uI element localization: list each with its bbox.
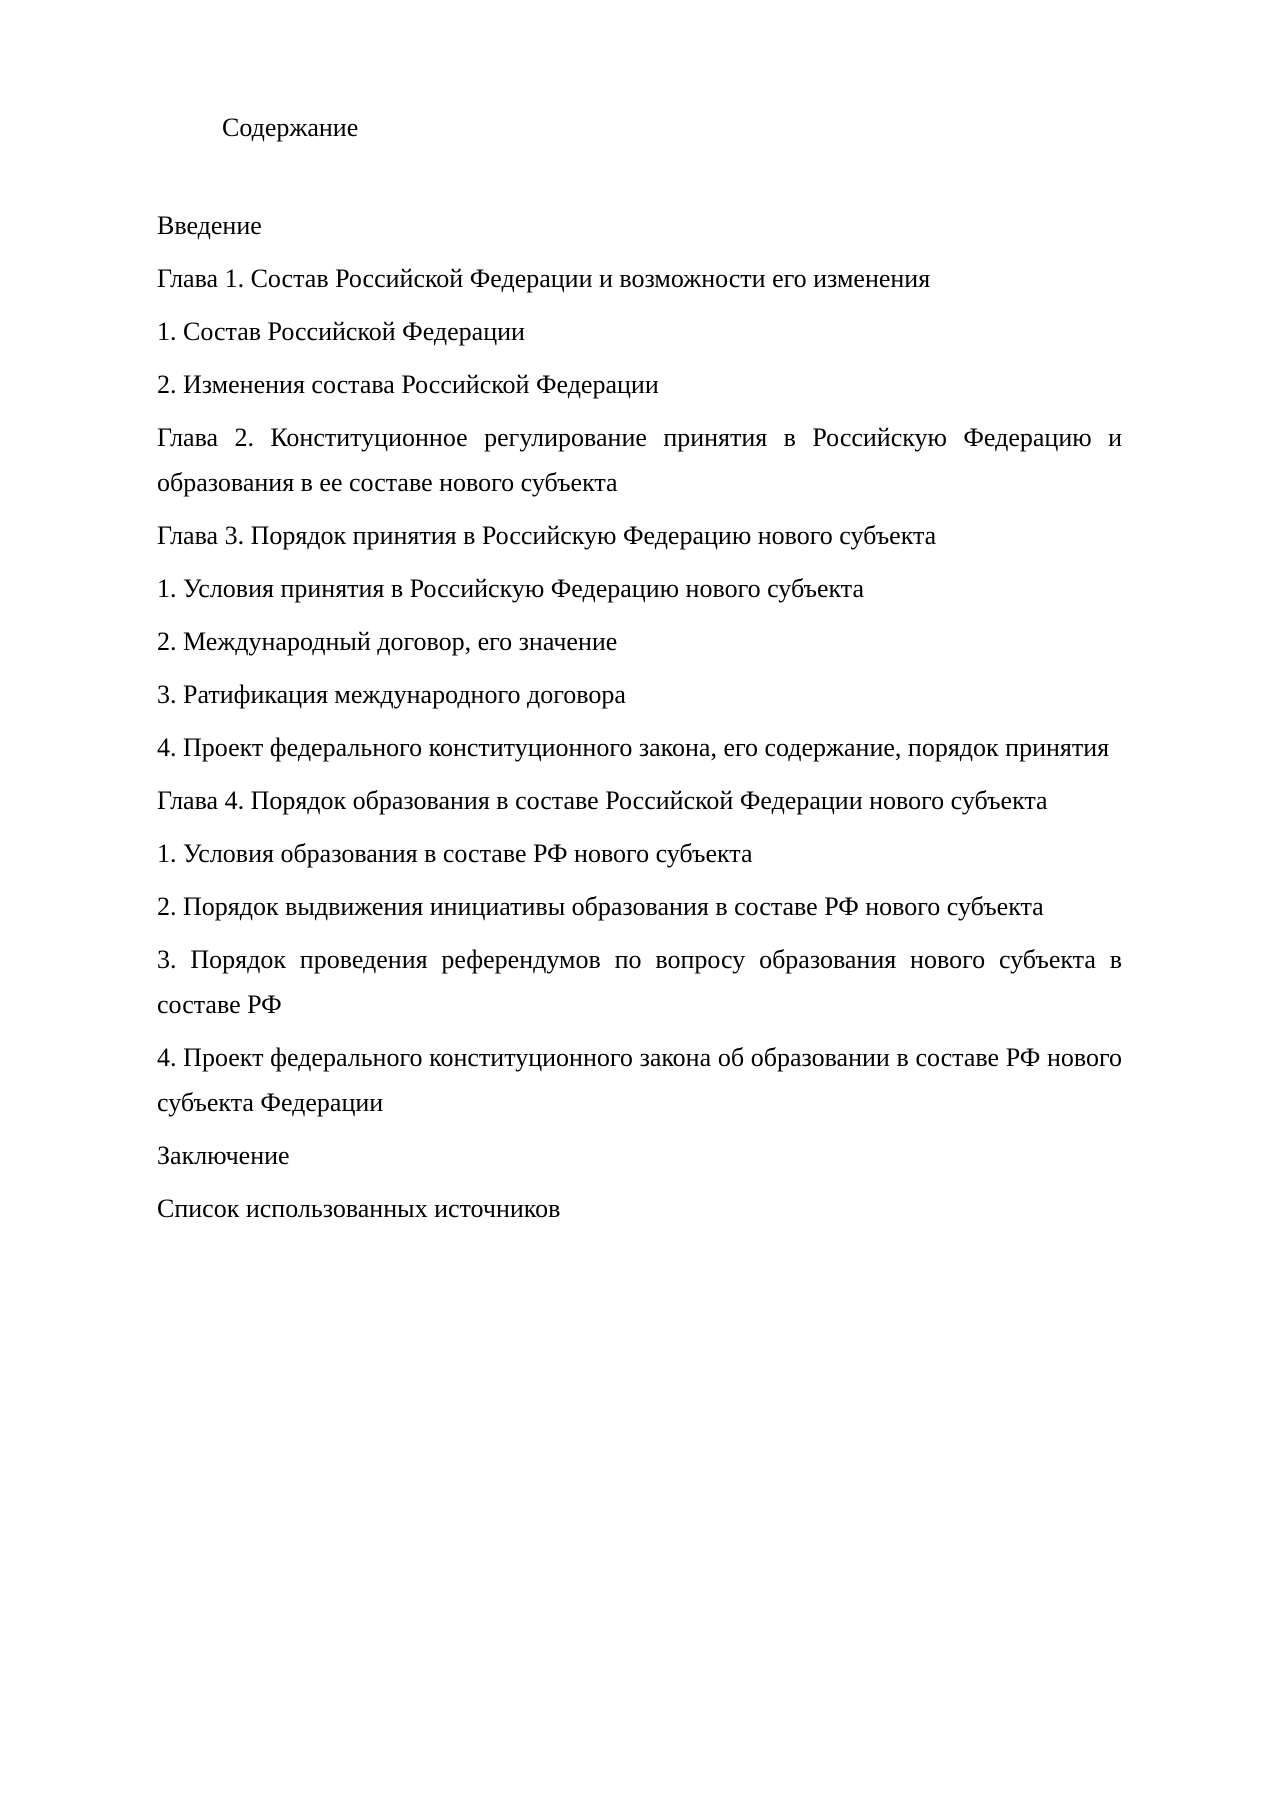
toc-entry: 3. Ратификация международного договора <box>157 680 626 709</box>
toc-list <box>157 203 1122 1231</box>
toc-entry: 2. Изменения состава Российской Федерации <box>157 370 659 399</box>
toc-entry: Введение <box>157 211 262 240</box>
toc-entry: 4. Проект федерального конституционного закона об образовании в составе РФ нового субъекта Федерации <box>157 1043 1122 1117</box>
toc-entry: Глава 3. Порядок принятия в Российскую Федерацию нового субъекта <box>157 521 937 550</box>
toc-title: Содержание <box>222 113 359 142</box>
toc-entry: 2. Порядок выдвижения инициативы образования в составе РФ нового субъекта <box>157 892 1044 921</box>
toc-entry: Глава 2. Конституционное регулирование принятия в Российскую Федерацию и образования в ее составе нового субъекта <box>157 423 1122 497</box>
toc-entry: Глава 4. Порядок образования в составе Российской Федерации нового субъекта <box>157 786 1048 815</box>
toc-entry: 1. Условия принятия в Российскую Федерацию нового субъекта <box>157 574 865 603</box>
toc-entry: 4. Проект федерального конституционного закона, его содержание, порядок принятия <box>157 733 1110 762</box>
toc-entry: Глава 1. Состав Российской Федерации и возможности его изменения <box>157 264 931 293</box>
toc-entry: Заключение <box>157 1141 290 1170</box>
toc-entry: Список использованных источников <box>157 1194 561 1223</box>
toc-entry: 2. Международный договор, его значение <box>157 627 618 656</box>
toc-entry: 1. Условия образования в составе РФ нового субъекта <box>157 839 753 868</box>
toc-entry: 3. Порядок проведения референдумов по вопросу образования нового субъекта в составе РФ <box>157 945 1122 1019</box>
toc-entry: 1. Состав Российской Федерации <box>157 317 525 346</box>
